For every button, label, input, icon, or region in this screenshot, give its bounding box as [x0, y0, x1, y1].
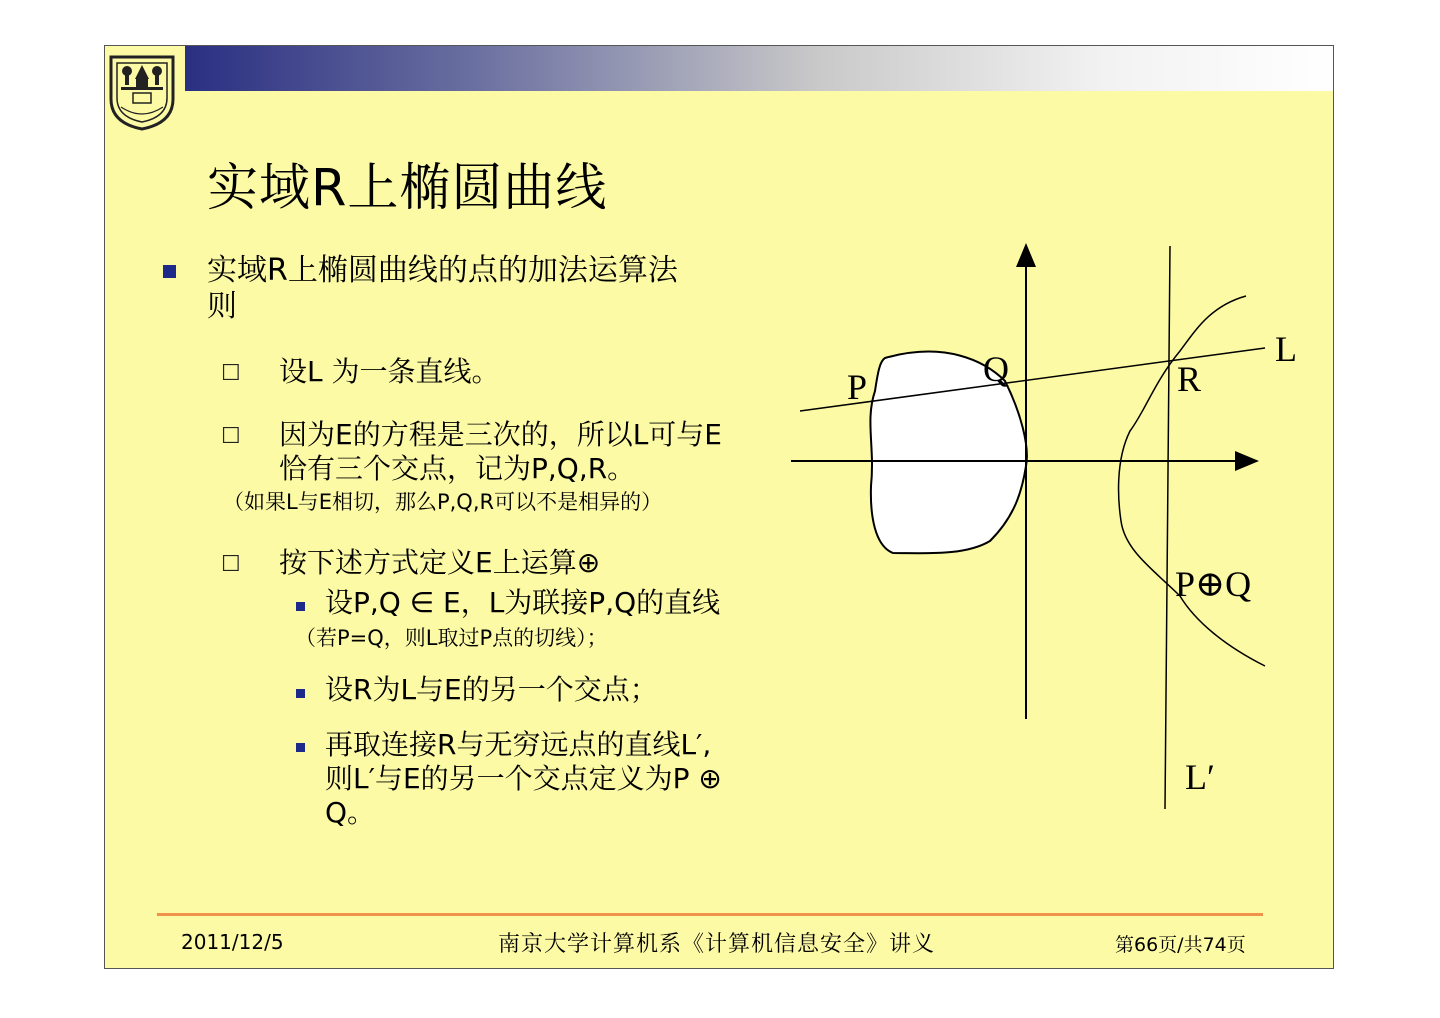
label-Q: Q: [983, 349, 1009, 389]
note-tangent-case: （若P=Q，则L取过P点的切线）；: [295, 626, 608, 650]
checkbox-bullet-icon: ☐: [221, 552, 241, 577]
sub-bullet-2-line2: 恰有三个交点，记为P,Q,R。: [279, 452, 636, 485]
label-P: P: [847, 367, 868, 407]
nanjing-university-seal-icon: [107, 49, 177, 131]
main-bullet-text: 实域R上椭圆曲线的点的加法运算法: [207, 253, 678, 288]
header-gradient-bar: [185, 46, 1334, 91]
footer-page-number: 第66页/共74页: [1115, 934, 1246, 956]
label-R: R: [1177, 359, 1202, 399]
bullet-small-square-icon: [296, 602, 305, 611]
item-third-point: 设R为L与E的另一个交点；: [325, 673, 658, 706]
note-tangent: （如果L与E相切，那么P,Q,R可以不是相异的）: [223, 490, 663, 514]
label-P-plus-Q: P⊕Q: [1175, 564, 1252, 604]
item-define-sum-line2: 则L′与E的另一个交点定义为P ⊕: [325, 762, 722, 795]
label-L-prime: L′: [1185, 757, 1215, 797]
main-bullet-text-cont: 则: [207, 289, 237, 324]
label-L: L: [1275, 329, 1297, 369]
footer-divider: [157, 913, 1263, 916]
slide-title: 实域R上椭圆曲线: [207, 159, 608, 218]
item-define-sum-line3: Q。: [325, 796, 376, 829]
sub-bullet-1: 设L 为一条直线。: [279, 355, 500, 388]
checkbox-bullet-icon: ☐: [221, 424, 241, 449]
item-define-sum-line1: 再取连接R与无穷远点的直线L′,: [325, 728, 712, 761]
elliptic-curve-diagram: [785, 241, 1305, 821]
bullet-square-icon: [163, 265, 176, 278]
sub-bullet-3: 按下述方式定义E上运算⊕: [279, 546, 601, 579]
line-L-prime: [1165, 246, 1170, 809]
bullet-small-square-icon: [296, 743, 305, 752]
checkbox-bullet-icon: ☐: [221, 361, 241, 386]
footer-course-title: 南京大学计算机系《计算机信息安全》讲义: [498, 932, 936, 957]
footer-date: 2011/12/5: [181, 930, 284, 954]
bullet-small-square-icon: [296, 689, 305, 698]
slide: [104, 45, 1334, 969]
sub-bullet-2-line1: 因为E的方程是三次的，所以L可与E: [279, 418, 722, 451]
item-define-line: 设P,Q ∈ E，L为联接P,Q的直线: [325, 586, 721, 619]
